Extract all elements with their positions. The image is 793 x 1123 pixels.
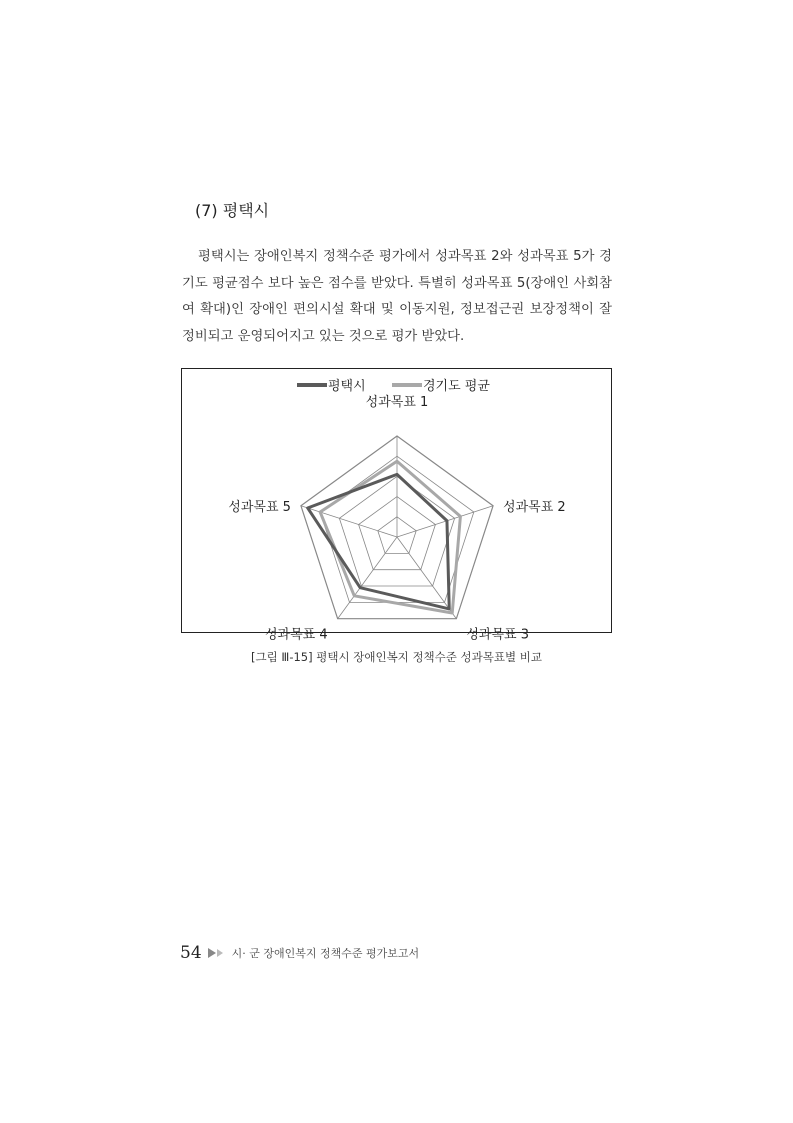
category-label: 성과목표 1 (365, 395, 429, 410)
page-footer (180, 943, 419, 963)
chart-legend (297, 378, 490, 394)
figure-caption: [그림 Ⅲ-15] 평택시 장애인복지 정책수준 성과목표별 비교 (251, 650, 542, 664)
category-label: 성과목표 5 (228, 499, 291, 515)
grid-spoke (397, 506, 493, 537)
section-title: (7) 평택시 (195, 201, 270, 220)
radar-chart-svg (182, 369, 613, 643)
radar-chart (181, 368, 612, 643)
legend-label-0: 평택시 (328, 379, 366, 394)
legend-label-1: 경기도 평균 (423, 379, 490, 394)
running-title: 시· 군 장애인복지 정책수준 평가보고서 (231, 947, 420, 960)
category-label: 성과목표 3 (466, 627, 530, 643)
page-number: 54 (180, 943, 202, 963)
category-label: 성과목표 4 (264, 627, 328, 643)
series-line-1 (320, 461, 460, 613)
radar-grid (301, 436, 493, 619)
series-line-0 (308, 474, 450, 609)
body-paragraph: 평택시는 장애인복지 정책수준 평가에서 성과목표 2와 성과목표 5가 경기도 평균점수 보다 높은 점수를 받았다. 특별히 성과목표 5(장애인 사회참여 확대)인 장애인 편의시설 확대 및 이동지원, 정보접근권 보장정책이 잘 정비되고 운영되어지고 있는 것으로 평가 받았다. (182, 249, 612, 344)
category-label: 성과목표 2 (503, 499, 566, 515)
footer-arrows-icon (208, 948, 223, 958)
